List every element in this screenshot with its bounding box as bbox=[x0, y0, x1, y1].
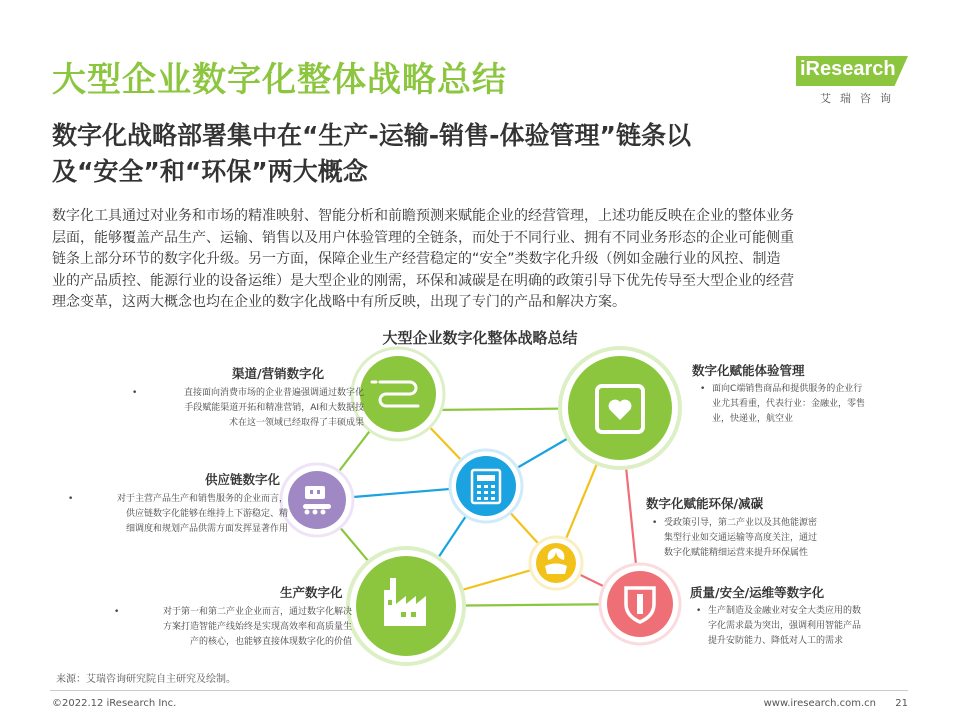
subtitle-line-1: 数字化战略部署集中在“生产-运输-销售-体验管理”链条以 bbox=[52, 121, 691, 150]
desc-line: 方案打造智能产线始终是实现高效率和高质量生 bbox=[162, 622, 352, 632]
desc-line: 业尤其看重，代表行业：金融业，零售 bbox=[712, 399, 866, 409]
desc-line: 直接面向消费市场的企业普遍强调通过数字化 bbox=[183, 388, 364, 398]
logo-brand: iResearch bbox=[800, 58, 896, 80]
subtitle-line-2: 及“安全”和“环保”两大概念 bbox=[52, 157, 368, 186]
page-title: 大型企业数字化整体战略总结 bbox=[52, 60, 507, 100]
safety-label: 质量/安全/运维等数字化 bbox=[690, 585, 825, 600]
desc-line: 对于主营产品生产和销售服务的企业而言， bbox=[116, 494, 288, 504]
desc-line: 集型行业如交通运输等高度关注，通过 bbox=[664, 533, 818, 543]
desc-line: 提升安防能力、降低对人工的需求 bbox=[708, 636, 844, 646]
page-number: 21 bbox=[895, 698, 908, 709]
footer-url: www.iresearch.com.cn bbox=[763, 698, 876, 709]
safety-description: • 生产制造及金融业对安全大类应用的数 字化需求最为突出，强调利用智能产品 提升安防能力、降低对人工的需求 bbox=[708, 604, 908, 649]
supply-node bbox=[281, 464, 353, 536]
production-node bbox=[348, 548, 464, 664]
desc-line: 字化需求最为突出，强调利用智能产品 bbox=[708, 621, 862, 631]
desc-line: 术在这一领域已经取得了丰硕成果 bbox=[228, 418, 364, 428]
desc-line: 生产制造及金融业对安全大类应用的数 bbox=[708, 606, 862, 616]
green-label: 数字化赋能环保/减碳 bbox=[646, 496, 764, 511]
body-line: 业的产品质控、能源行业的设备运维）是大型企业的刚需，环保和减碳是在明确的政策引导下优先传导至大型企业的经营 bbox=[52, 272, 794, 289]
source-note: 来源：艾瑞咨询研究院自主研究及绘制。 bbox=[56, 674, 236, 685]
production-description: • 对于第一和第二产业企业而言，通过数字化解决 方案打造智能产线始终是实现高效率和高质量生 产的核心，也能够直接体现数字化的价值 bbox=[126, 605, 352, 650]
body-line: 层面，能够覆盖产品生产、运输、销售以及用户体验管理的全链条，而处于不同行业、拥有不同业务形态的企业可能侧重 bbox=[52, 229, 794, 246]
green-description: • 受政策引导，第二产业以及其他能源密 集型行业如交通运输等高度关注，通过 数字化赋能精细运营来提升环保属性 bbox=[664, 516, 864, 561]
production-label: 生产数字化 bbox=[280, 585, 343, 600]
hub-node bbox=[450, 450, 522, 522]
footer-copyright: ©2022.12 iResearch Inc. bbox=[52, 698, 177, 709]
supply-description: • 对于主营产品生产和销售服务的企业而言， 供应链数字化能够在维持上下游稳定、精 细调度和规划产品供需方面发挥显著作用 bbox=[80, 492, 288, 537]
desc-line: 对于第一和第二产业企业而言，通过数字化解决 bbox=[162, 607, 352, 617]
green-node bbox=[530, 537, 582, 589]
body-line: 链条上部分环节的数字化升级。另一方面，保障企业生产经营稳定的“安全”类数字化升级（例如金融行业的风控、制造 bbox=[52, 251, 781, 267]
desc-line: 手段赋能渠道开拓和精准营销，AI和大数据技 bbox=[184, 403, 364, 413]
body-line: 数字化工具通过对业务和市场的精准映射、智能分析和前瞻预测来赋能企业的经营管理，上述功能反映在企业的整体业务 bbox=[52, 208, 794, 224]
desc-line: 受政策引导，第二产业以及其他能源密 bbox=[664, 518, 818, 528]
supply-label: 供应链数字化 bbox=[205, 472, 281, 487]
channel-label: 渠道/营销数字化 bbox=[232, 366, 325, 381]
desc-line: 业，快递业，航空业 bbox=[712, 414, 794, 424]
desc-line: 供应链数字化能够在维持上下游稳定、精 bbox=[125, 509, 288, 519]
experience-description: • 面向C端销售商品和提供服务的企业行 业尤其看重，代表行业：金融业，零售 业，快递业，航空业 bbox=[712, 382, 902, 427]
channel-description: • 直接面向消费市场的企业普遍强调通过数字化 手段赋能渠道开拓和精准营销，AI和大数据技 术在这一领域已经取得了丰硕成果 bbox=[144, 386, 364, 431]
logo-subtitle: 艾瑞咨询 bbox=[820, 92, 900, 105]
channel-node bbox=[352, 348, 444, 440]
desc-line: 数字化赋能精细运营来提升环保属性 bbox=[664, 548, 809, 558]
desc-line: 细调度和规划产品供需方面发挥显著作用 bbox=[125, 524, 288, 534]
experience-node bbox=[560, 348, 680, 468]
diagram-title: 大型企业数字化整体战略总结 bbox=[382, 329, 578, 347]
footer-divider bbox=[50, 690, 908, 691]
experience-label: 数字化赋能体验管理 bbox=[692, 363, 805, 378]
desc-line: 产的核心，也能够直接体现数字化的价值 bbox=[189, 637, 352, 647]
desc-line: 面向C端销售商品和提供服务的企业行 bbox=[712, 384, 863, 394]
body-line: 理念变革，这两大概念也均在企业的数字化战略中有所反映，出现了专门的产品和解决方案。 bbox=[52, 294, 626, 310]
safety-node bbox=[600, 564, 680, 644]
